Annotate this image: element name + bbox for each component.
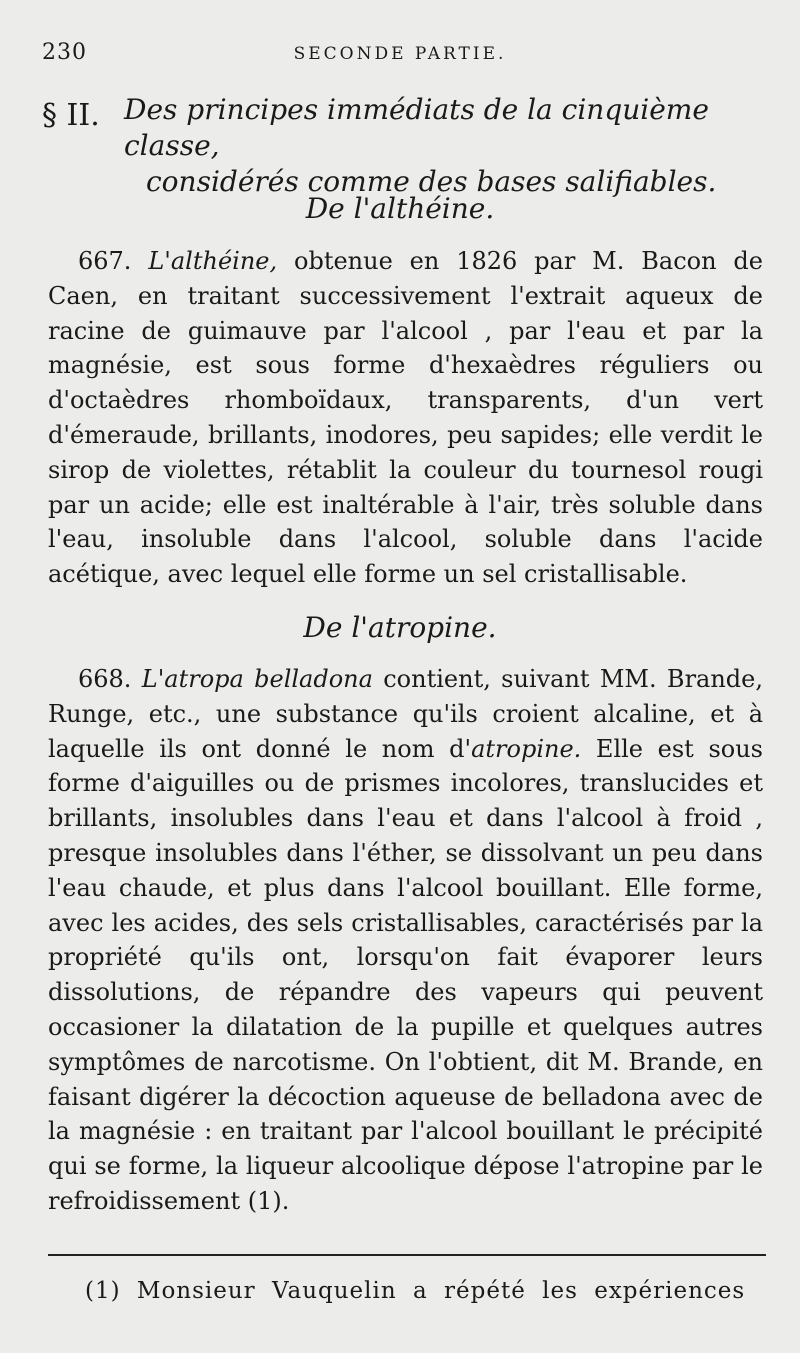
paragraph-text-part2: Elle est sous forme d'aiguilles ou de prismes incolores, translucides et brillants, insolubles dans l'eau et dans l'alcool à froid , presque insolubles dans l'éther, se dissolvant un peu dans l'eau chaude, et plus dans l'alcool bouillant. Elle forme, avec les acides, des sels cristallisables, caractérisés par la propriété qu'ils ont, lorsqu'on fait évaporer leurs dissolutions, de répandre des vapeurs qui peuvent occasioner la dilatation de la pupille et quelques autres symptômes de narcotisme. On l'obtient, dit M. Brande, en faisant digérer la décoction aqueuse de belladona avec de la magnésie : en traitant par l'alcool bouillant le précipité qui se forme, la liqueur alcoolique dépose l'atropine par le refroidissement (1). bbox=[48, 734, 763, 1215]
section-heading bbox=[42, 92, 762, 198]
paragraph-number: 668. bbox=[78, 665, 132, 693]
footnote: (1) Monsieur Vauquelin a répété les expériences bbox=[85, 1278, 746, 1304]
paragraph-text: obtenue en 1826 par M. Bacon de Caen, en traitant successivement l'extrait aqueux de racine de guimauve par l'alcool , par l'eau et par la magnésie, est sous forme d'hexaèdres réguliers ou d'octaèdres rhomboïdaux, transparents, d'un vert d'émeraude, brillants, inodores, peu sapides; elle verdit le sirop de violettes, rétablit la couleur du tournesol rougi par un acide; elle est inaltérable à l'air, très soluble dans l'eau, insoluble dans l'alcool, soluble dans l'acide acétique, avec lequel elle forme un sel cristallisable. bbox=[48, 247, 763, 589]
paragraph-667 bbox=[48, 244, 763, 592]
paragraph-number: 667. bbox=[78, 247, 132, 275]
section-title-line2: considérés comme des bases salifiables. bbox=[146, 165, 717, 198]
section-title bbox=[124, 92, 774, 200]
term-atropa-belladona: L'atropa belladona bbox=[141, 665, 373, 693]
subheading-atropine: De l'atropine. bbox=[303, 611, 497, 644]
section-title-line1: Des principes immédiats de la cinquième classe, bbox=[124, 93, 709, 162]
page-number: 230 bbox=[42, 40, 87, 65]
subheading-altheine: De l'althéine. bbox=[305, 192, 495, 225]
term-atropine: atropine. bbox=[471, 734, 582, 763]
footnote-divider bbox=[48, 1254, 766, 1256]
paragraph-text-part1: contient, suivant MM. Brande, Runge, etc., une substance qu'ils croient alcaline, et à laquelle ils ont donné le nom d' bbox=[48, 665, 763, 763]
section-number: § II. bbox=[42, 98, 100, 133]
term-altheine: L'althéine, bbox=[148, 247, 278, 275]
page-header bbox=[0, 40, 800, 70]
running-head: SECONDE PARTIE. bbox=[293, 44, 507, 64]
paragraph-668 bbox=[48, 662, 763, 1219]
